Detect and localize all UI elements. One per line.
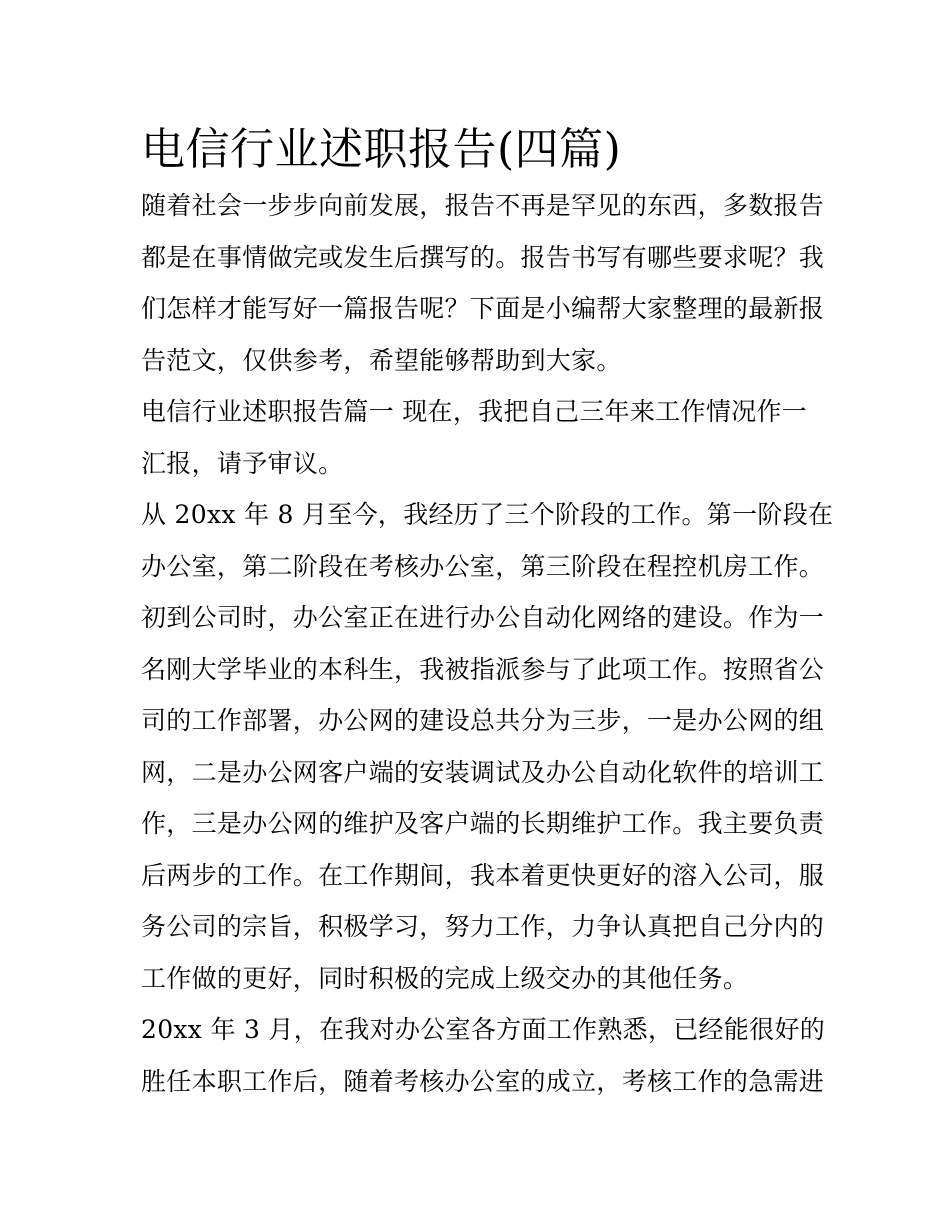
body-line: 电信行业述职报告篇一 现在，我把自己三年来工作情况作一 bbox=[141, 397, 808, 426]
body-line: 都是在事情做完或发生后撰写的。报告书写有哪些要求呢？我 bbox=[141, 242, 825, 272]
document-title: 电信行业述职报告(四篇) bbox=[141, 124, 622, 175]
body-line: 办公室，第二阶段在考核办公室，第三阶段在程控机房工作。 bbox=[141, 551, 825, 581]
body-line: 20xx 年 3 月，在我对办公室各方面工作熟悉，已经能很好的 bbox=[141, 1015, 826, 1044]
body-line: 从 20xx 年 8 月至今，我经历了三个阶段的工作。第一阶段在 bbox=[141, 500, 834, 529]
body-line: 汇报，请予审议。 bbox=[141, 448, 344, 478]
body-line: 工作做的更好，同时积极的完成上级交办的其他任务。 bbox=[141, 963, 749, 993]
body-line: 名刚大学毕业的本科生，我被指派参与了此项工作。按照省公 bbox=[141, 654, 825, 684]
body-line: 初到公司时，办公室正在进行办公自动化网络的建设。作为一 bbox=[141, 603, 825, 632]
body-line: 网，二是办公网客户端的安装调试及办公自动化软件的培训工 bbox=[141, 757, 825, 787]
body-line: 司的工作部署，办公网的建设总共分为三步，一是办公网的组 bbox=[141, 706, 825, 735]
body-line: 随着社会一步步向前发展，报告不再是罕见的东西，多数报告 bbox=[141, 191, 825, 220]
document-body bbox=[141, 180, 834, 1107]
document-page bbox=[141, 112, 834, 1107]
body-line: 务公司的宗旨，积极学习，努力工作，力争认真把自己分内的 bbox=[141, 912, 825, 941]
body-line: 胜任本职工作后，随着考核办公室的成立，考核工作的急需进 bbox=[141, 1066, 825, 1096]
body-line: 告范文，仅供参考，希望能够帮助到大家。 bbox=[141, 345, 622, 375]
body-line: 作，三是办公网的维护及客户端的长期维护工作。我主要负责 bbox=[141, 809, 825, 838]
body-line: 们怎样才能写好一篇报告呢？下面是小编帮大家整理的最新报 bbox=[141, 294, 825, 323]
body-line: 后两步的工作。在工作期间，我本着更快更好的溶入公司，服 bbox=[141, 860, 825, 890]
